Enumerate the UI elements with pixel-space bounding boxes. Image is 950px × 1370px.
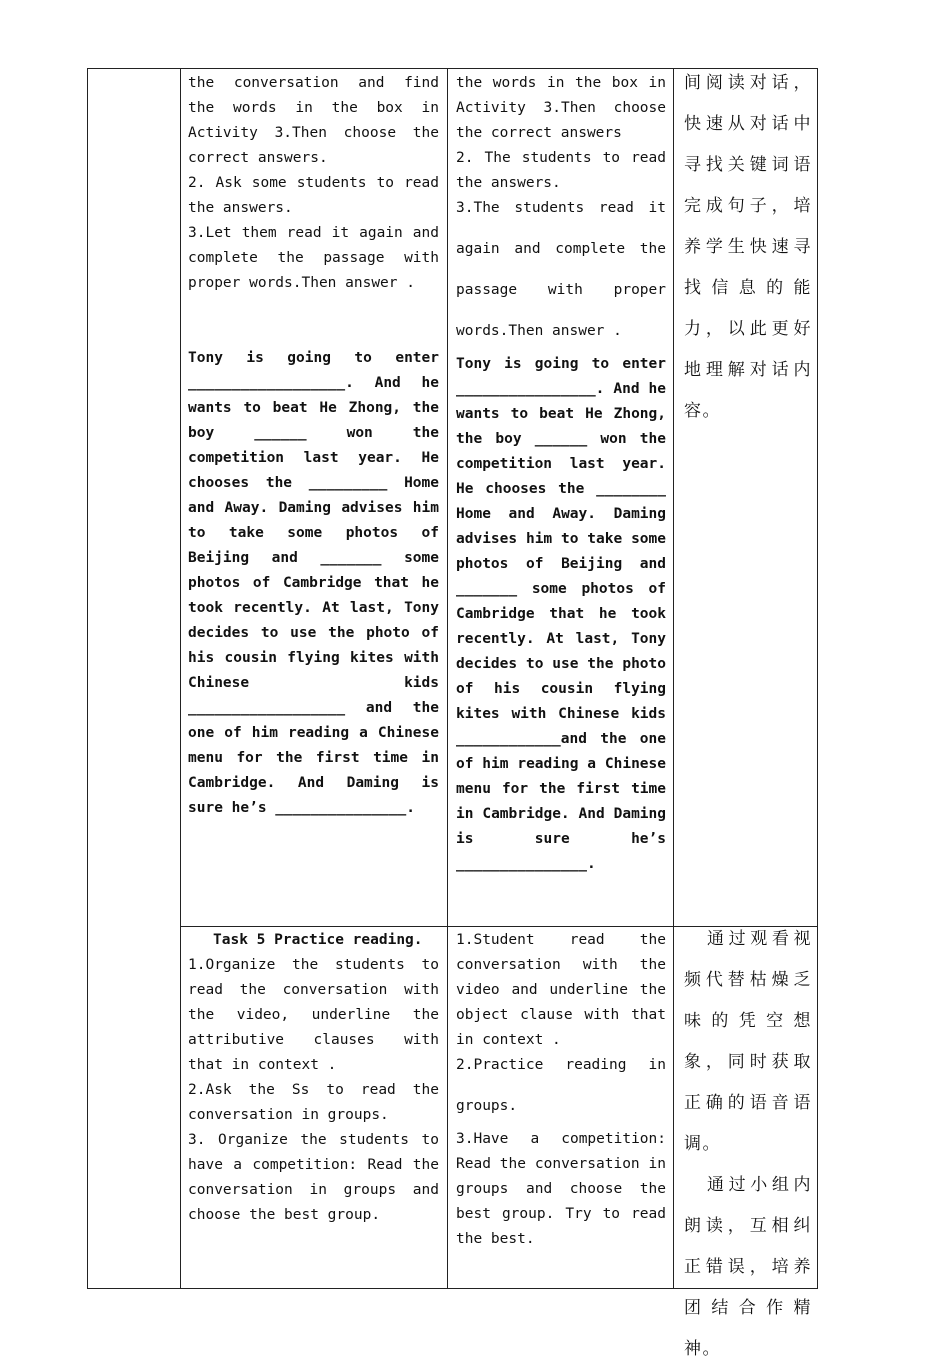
student-step: 3.Have a competition: Read the conversation in groups and choose the best group. Try to read the best.	[456, 1131, 666, 1247]
purpose-text: 通过小组内朗读，互相纠正错误，培养团结合作精神。	[684, 1175, 812, 1359]
student-step: 1.Student read the conversation with the video and underline the object clause with that in context .	[456, 932, 666, 1048]
fill-in-passage: Tony is going to enter __________________. And he wants to beat He Zhong, the boy ______ won the competition last year. He chooses the _________ Home and Away. Daming advises him to take some photos of Beijing and _______ some photos of Cambridge that he took recently. At last, Tony decides to use the photo of his cousin flying kites with Chinese kids __________________ and the one of him reading a Chinese menu for the first time in Cambridge. And Daming is sure he’s _______________.	[188, 350, 439, 816]
student-step: 2. The students to read the answers.	[456, 150, 666, 191]
teacher-activity-cell	[188, 71, 439, 821]
fill-in-passage: Tony is going to enter ________________. And he wants to beat He Zhong, the boy ______ won the competition last year. He chooses the ________ Home and Away. Daming advises him to take some photos of Beijing and _______ some photos of Cambridge that he took recently. At last, Tony decides to use the photo of his cousin flying kites with Chinese kids ____________and the one of him reading a Chinese menu for the first time in Cambridge. And Daming is sure he’s _______________.	[456, 356, 666, 872]
purpose-text: 通过观看视频代替枯燥乏味的凭空想象，同时获取正确的语音语调。	[684, 929, 812, 1154]
student-activity-cell	[456, 928, 666, 1252]
teacher-activity-cell	[188, 928, 439, 1228]
teacher-step: 3. Organize the students to have a competition: Read the conversation in groups and choose the best group.	[188, 1132, 439, 1223]
lesson-plan-table	[87, 68, 818, 1359]
teacher-step: the conversation and find the words in the box in Activity 3.Then choose the correct answers.	[188, 75, 439, 166]
column-divider	[673, 69, 674, 1288]
student-step: 3.The students read it again and complete the passage with proper words.Then answer .	[456, 200, 666, 339]
student-step: 2.Practice reading in groups.	[456, 1057, 666, 1114]
student-activity-cell	[456, 71, 666, 877]
purpose-cell	[684, 919, 812, 1370]
student-step: the words in the box in Activity 3.Then choose the correct answers	[456, 75, 666, 141]
purpose-cell	[684, 63, 812, 432]
task-title: Task 5 Practice reading.	[213, 932, 423, 948]
teacher-step: 2.Ask the Ss to read the conversation in groups.	[188, 1082, 439, 1123]
teacher-step: 1.Organize the students to read the conversation with the video, underline the attributive clauses with that in context .	[188, 957, 439, 1073]
teacher-step: 2. Ask some students to read the answers.	[188, 175, 439, 216]
column-divider	[180, 69, 181, 1288]
purpose-text: 间阅读对话，快速从对话中寻找关键词语完成句子，培养学生快速寻找信息的能力，以此更好地理解对话内容。	[684, 73, 812, 421]
teacher-step: 3.Let them read it again and complete the passage with proper words.Then answer .	[188, 225, 439, 291]
column-divider	[447, 69, 448, 1288]
